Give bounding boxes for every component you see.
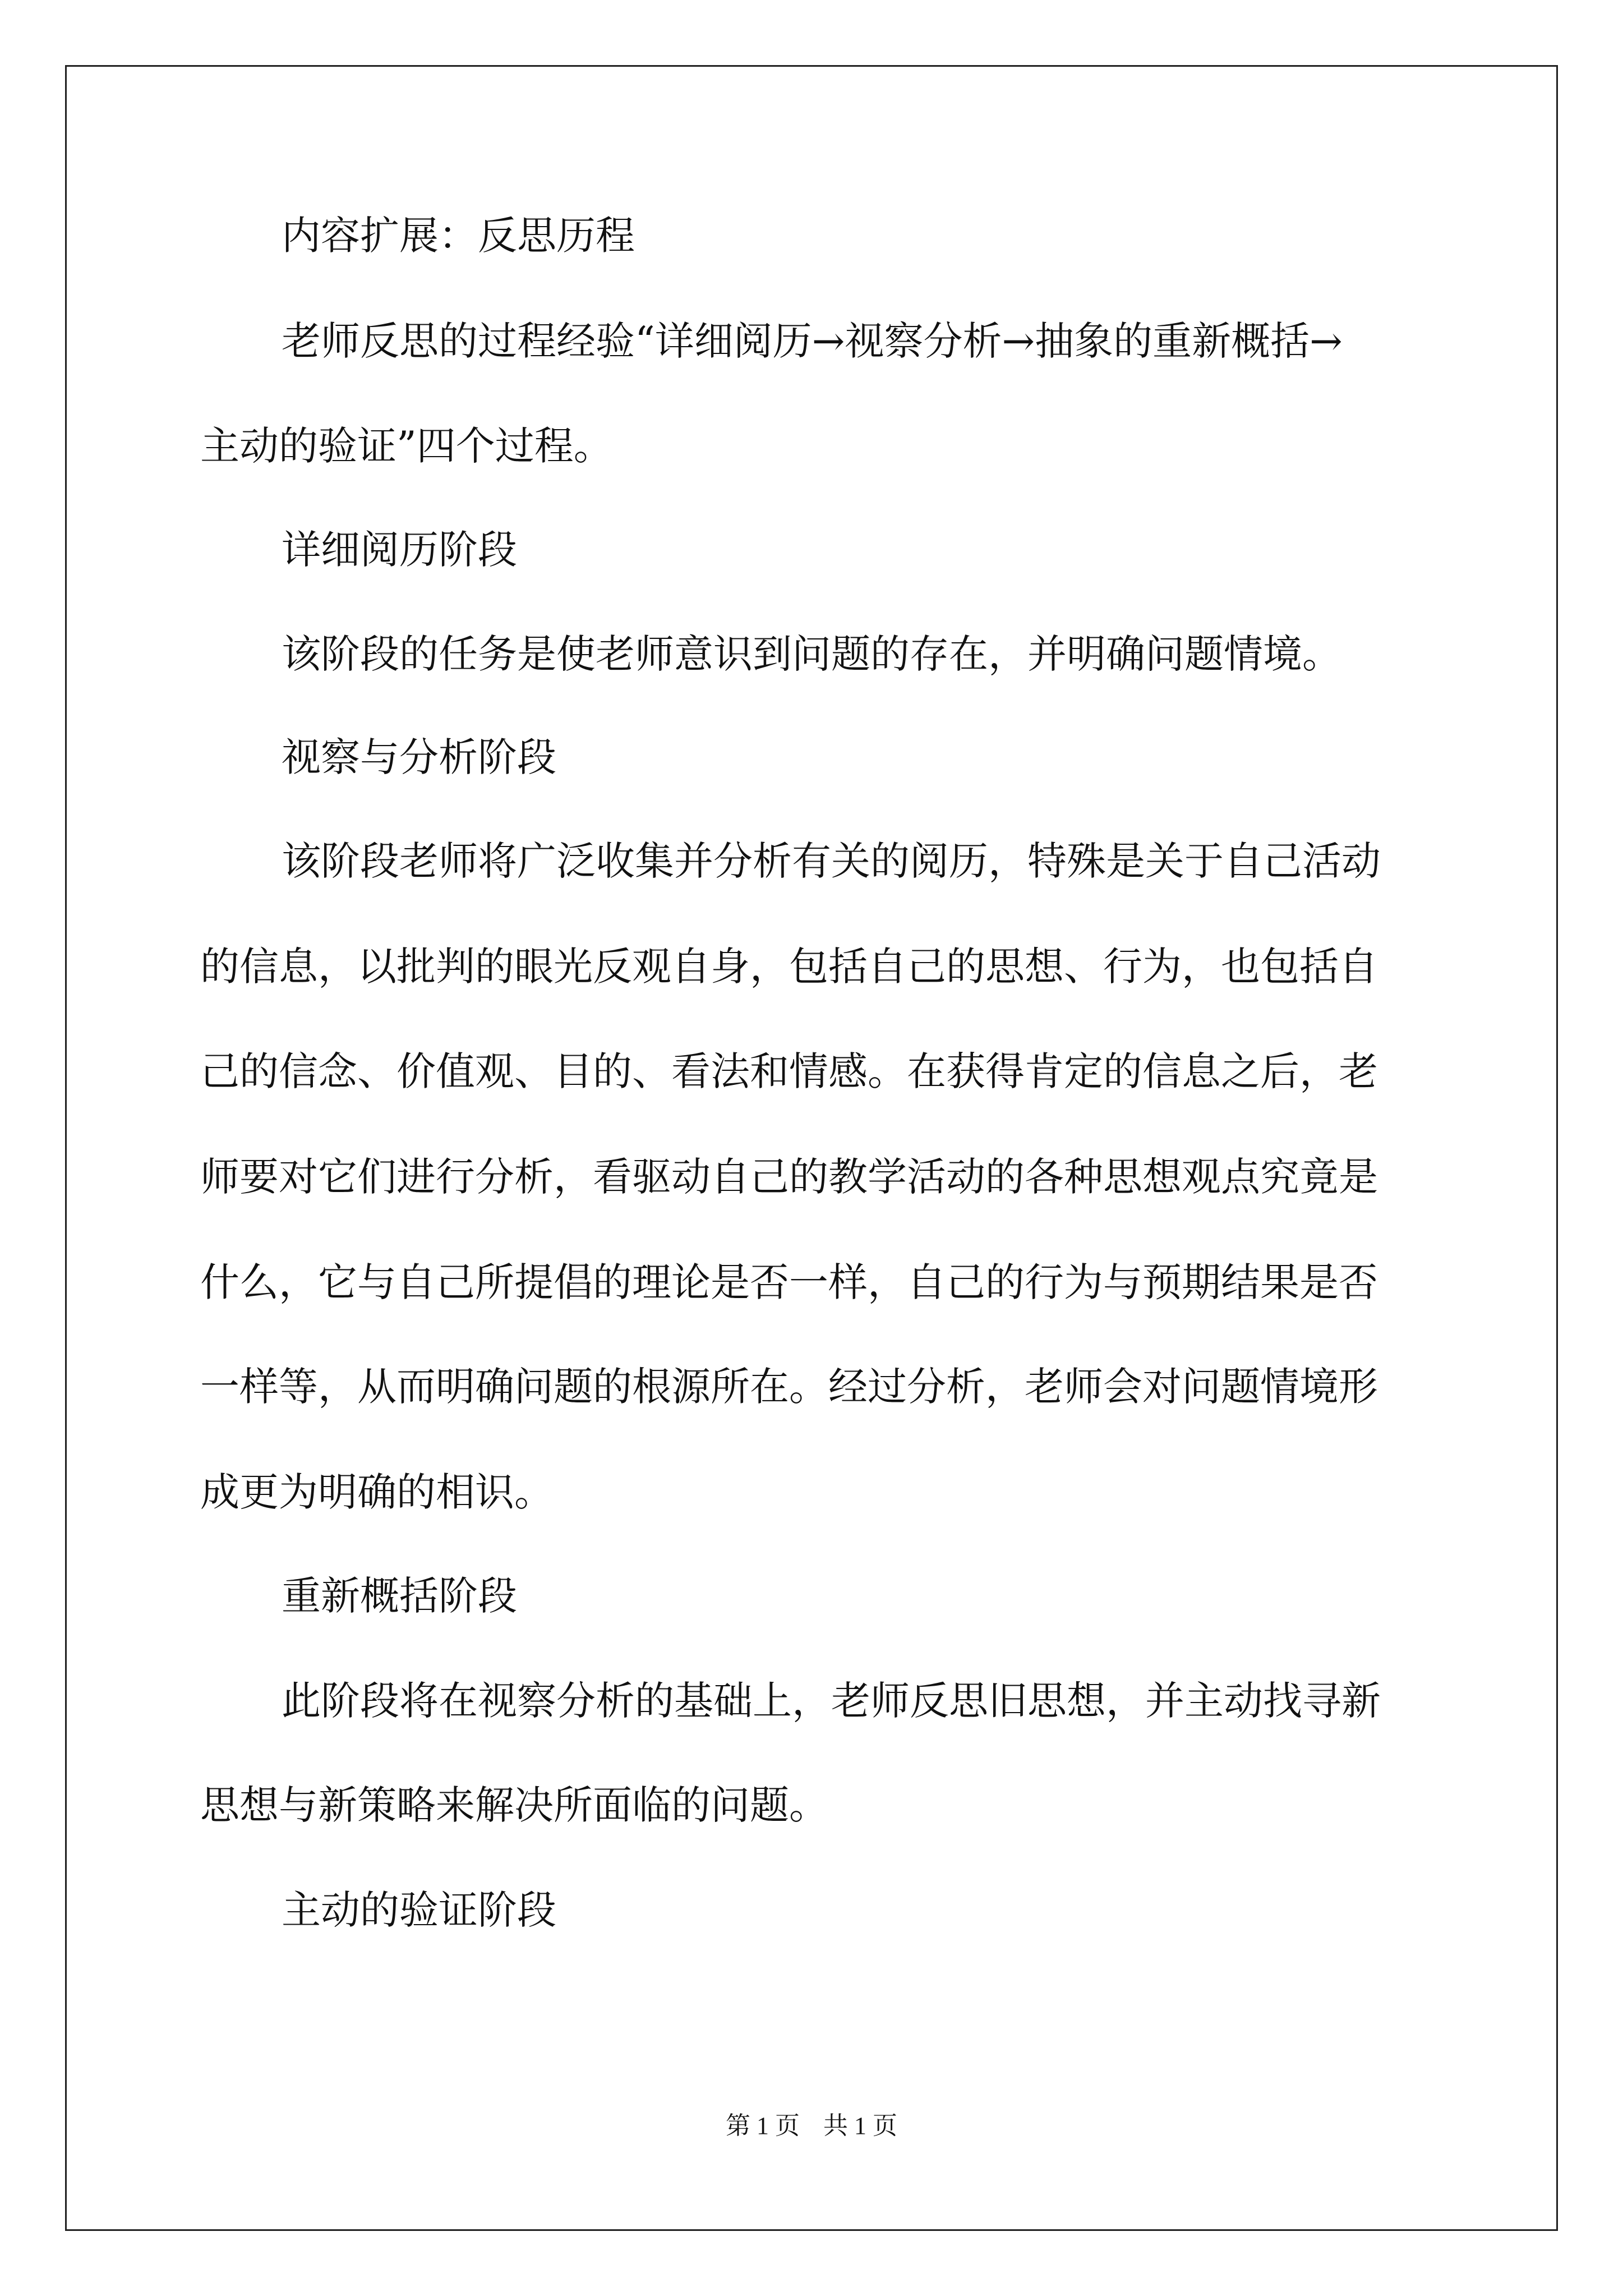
section-heading-detailed-experience: 详细阅历阶段 <box>282 527 517 573</box>
paragraph-line: 己的信念、价值观、目的、看法和情感。在获得肯定的信息之后，老 <box>200 1048 1378 1094</box>
section-heading-active-verification: 主动的验证阶段 <box>282 1887 556 1933</box>
paragraph-line: 什么，它与自己所提倡的理论是否一样，自己的行为与预期结果是否 <box>200 1259 1378 1305</box>
section-heading-observation-analysis: 视察与分析阶段 <box>282 734 556 780</box>
page-footer <box>0 2109 1623 2143</box>
paragraph-line: 师要对它们进行分析，看驱动自己的教学活动的各种思想观点究竟是 <box>200 1154 1378 1200</box>
paragraph-line: 一样等，从而明确问题的根源所在。经过分析，老师会对问题情境形 <box>200 1364 1378 1410</box>
paragraph-line: 该阶段的任务是使老师意识到问题的存在，并明确问题情境。 <box>282 631 1341 677</box>
paragraph-line: 此阶段将在视察分析的基础上，老师反思旧思想，并主动找寻新 <box>282 1678 1381 1724</box>
paragraph-line: 主动的验证”四个过程。 <box>200 423 613 469</box>
paragraph-line: 成更为明确的相识。 <box>200 1469 554 1515</box>
page-number: 第 1 页 <box>726 2112 800 2139</box>
section-heading-reconceptualization: 重新概括阶段 <box>282 1573 517 1619</box>
section-heading-content-expansion: 内容扩展：反思历程 <box>282 213 635 259</box>
paragraph-line: 思想与新策略来解决所面临的问题。 <box>200 1782 828 1828</box>
paragraph-line: 老师反思的过程经验“详细阅历→视察分析→抽象的重新概括→ <box>282 318 1343 364</box>
paragraph-line: 的信息，以批判的眼光反观自身，包括自己的思想、行为，也包括自 <box>200 944 1378 990</box>
page-total: 共 1 页 <box>823 2112 897 2139</box>
paragraph-line: 该阶段老师将广泛收集并分析有关的阅历，特殊是关于自己活动 <box>282 838 1381 884</box>
